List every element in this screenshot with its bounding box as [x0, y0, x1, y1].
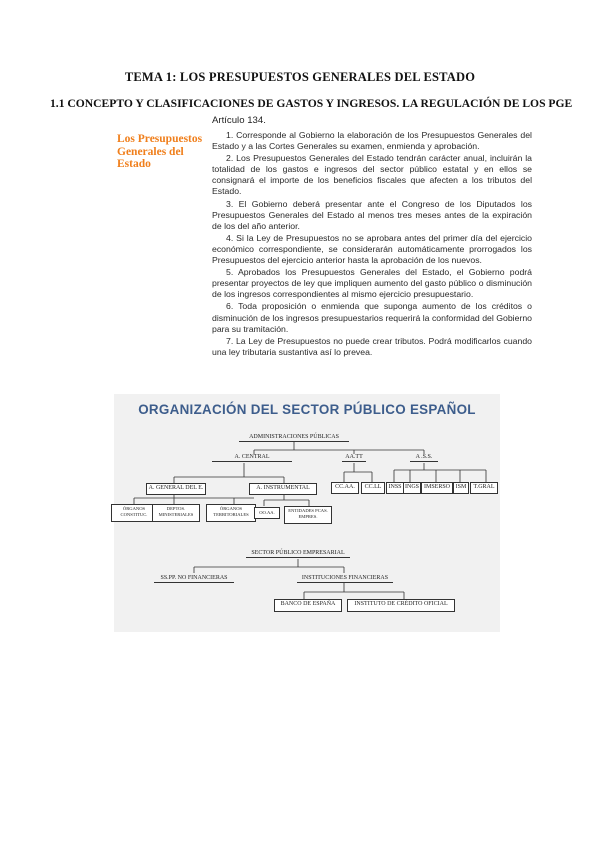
node-ass: A .S.S.: [410, 454, 438, 462]
node-instrumental: A. INSTRUMENTAL: [249, 483, 317, 495]
node-tgral: T.GRAL: [470, 482, 498, 494]
org-chart-image: [114, 394, 500, 632]
article-paragraph-5: 5. Aprobados los Presupuestos Generales del Estado, el Gobierno podrá presentar proyectos de ley que impliquen aumento del gasto público o disminución de los ingresos correspondientes al mismo ejercicio presupuestario.: [212, 267, 532, 300]
node-ings: INGS: [403, 482, 421, 494]
article-paragraph-3: 3. El Gobierno deberá presentar ante el Congreso de los Diputados los Presupuestos Generales del Estado al menos tres meses antes de la expiración de los del año anterior.: [212, 198, 532, 231]
node-entidades: ENTIDADES PCAS. EMPRES.: [284, 506, 332, 524]
node-instituciones-financieras: INSTITUCIONES FINANCIERAS: [297, 575, 393, 583]
node-organos-constituc: ÓRGANOS CONSTITUC.: [111, 504, 157, 522]
article-body: [212, 130, 532, 359]
node-central: A. CENTRAL: [212, 454, 292, 462]
node-aatt: AA.TT: [342, 454, 366, 462]
article-heading: Artículo 134.: [212, 115, 266, 126]
node-administraciones: ADMINISTRACIONES PÚBLICAS: [239, 434, 349, 442]
node-ooaa: OO.AA.: [254, 507, 280, 519]
article-paragraph-7: 7. La Ley de Presupuestos no puede crear tributos. Podrá modificarlos cuando una ley tributaria sustantiva así lo prevea.: [212, 335, 532, 357]
node-ico: INSTITUTO DE CRÉDITO OFICIAL: [347, 599, 455, 612]
org-chart-title: ORGANIZACIÓN DEL SECTOR PÚBLICO ESPAÑOL: [138, 402, 476, 417]
document-title: TEMA 1: LOS PRESUPUESTOS GENERALES DEL ESTADO: [124, 70, 476, 84]
node-banco-espana: BANCO DE ESPAÑA: [274, 599, 342, 612]
node-no-financieras: SS.PP. NO FINANCIERAS: [154, 575, 234, 583]
node-inss: INSS: [386, 482, 404, 494]
article-paragraph-6: 6. Toda proposición o enmienda que suponga aumento de los créditos o disminución de los ingresos presupuestarios requerirá la conformidad del Gobierno para su tramitación.: [212, 301, 532, 334]
node-general-del-e: A. GENERAL DEL E.: [146, 483, 206, 495]
node-organos-territoriales: ÓRGANOS TERRITORIALES: [206, 504, 256, 522]
article-paragraph-1: 1. Corresponde al Gobierno la elaboración de los Presupuestos Generales del Estado y a las Cortes Generales su examen, enmienda y aprobación.: [212, 130, 532, 152]
node-ism: ISM: [453, 482, 469, 494]
node-ccll: CC.LL: [361, 482, 385, 494]
article-paragraph-2: 2. Los Presupuestos Generales del Estado tendrán carácter anual, incluirán la totalidad de los gastos e ingresos del sector público estatal y en ellos se consignará el importe de los beneficios fiscales que afecten a los tributos del Estado.: [212, 153, 532, 197]
node-deptos-ministeriales: DEPTOS. MINISTERIALES: [152, 504, 200, 522]
node-imserso: IMSERSO: [421, 482, 453, 494]
node-ccaa: CC.AA.: [331, 482, 359, 494]
node-sector-empresarial: SECTOR PÚBLICO EMPRESARIAL: [246, 550, 350, 558]
side-title: Los Presupuestos Generales del Estado: [117, 133, 203, 170]
section-subtitle: 1.1 CONCEPTO Y CLASIFICACIONES DE GASTOS Y INGRESOS. LA REGULACIÓN DE LOS PGE: [50, 97, 573, 110]
article-paragraph-4: 4. Si la Ley de Presupuestos no se aprobara antes del primer día del ejercicio económico correspondiente, se considerarán automáticamente prorrogados los Presupuestos del ejercicio anterior hasta la aprobación de los nuevos.: [212, 232, 532, 266]
